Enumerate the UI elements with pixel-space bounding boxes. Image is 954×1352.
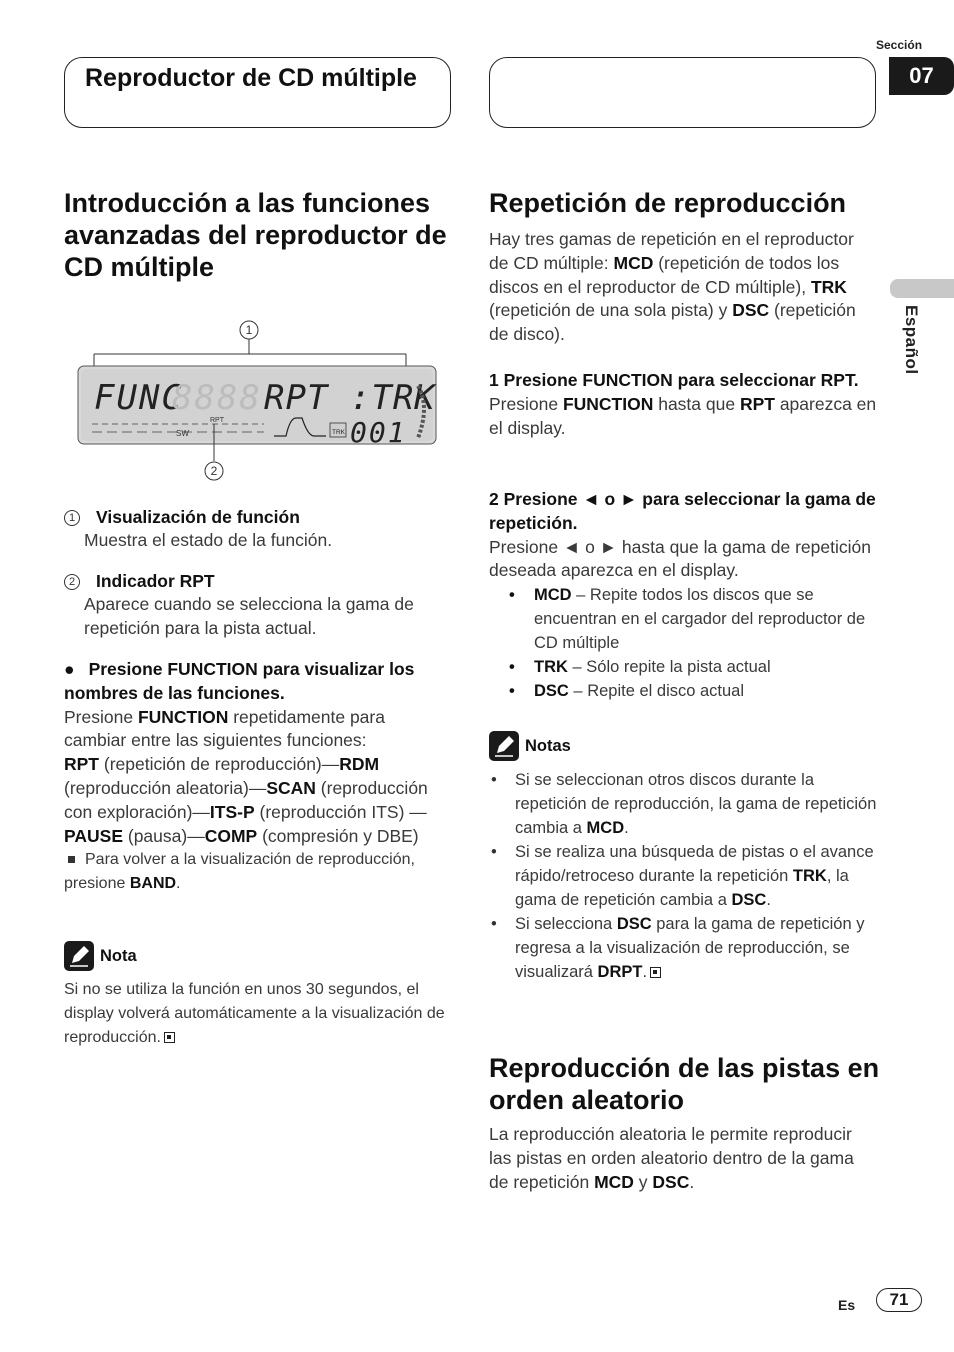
- svg-text:8888: 8888: [172, 378, 262, 418]
- language-label: Español: [902, 305, 921, 375]
- lcd-sw-label: SW: [176, 429, 189, 438]
- section-label: Sección: [876, 38, 923, 52]
- language-tab: [890, 279, 954, 298]
- step-tip: Para volver a la visualización de reproducción, presione BAND.: [64, 851, 415, 893]
- right-heading-random: Reproducción de las pistas en orden aleatorio: [489, 1053, 880, 1115]
- step-body: Presione FUNCTION repetidamente para cambiar entre las siguientes funciones: RPT (repetición de reproducción)—RDM (reproducción aleatoria)—SCAN (reproducción con exploración)—ITS-P (reproducción ITS) —PAUSE (pausa)—COMP (compresión y DBE): [64, 706, 428, 846]
- legend-title: Visualización de función: [96, 507, 300, 527]
- page-number: 71: [876, 1288, 922, 1312]
- repeat-step-1: [489, 369, 877, 440]
- legend-number: 2: [64, 574, 80, 590]
- legend-item-2: [64, 569, 454, 641]
- repeat-intro: Hay tres gamas de repetición en el reproductor de CD múltiple: MCD (repetición de todos los discos en el reproductor de CD múltiple), TRK (repetición de una sola pista) y DSC (repetición de disco).: [489, 229, 856, 345]
- note-item: • Si se seleccionan otros discos durante la repetición de reproducción, la gama de repetición cambia a MCD.: [491, 771, 877, 837]
- display-figure: [64, 316, 454, 486]
- callout-1: 1: [245, 323, 253, 337]
- random-body: La reproducción aleatoria le permite reproducir las pistas en orden aleatorio dentro de la gama de repetición MCD y DSC.: [489, 1124, 854, 1192]
- legend-number: 1: [64, 510, 80, 526]
- repeat-range-list: [489, 583, 877, 703]
- list-item: • DSC – Repite el disco actual: [509, 682, 745, 701]
- header-empty-box: [489, 57, 876, 128]
- callout-2: 2: [210, 464, 218, 478]
- left-heading: Introducción a las funciones avanzadas del reproductor de CD múltiple: [64, 188, 447, 282]
- section-number-badge: 07: [889, 57, 954, 95]
- notes-label: Notas: [525, 736, 571, 755]
- step-1-body: Presione FUNCTION hasta que RPT aparezca en el display.: [489, 393, 877, 438]
- step-1-title: 1 Presione FUNCTION para seleccionar RPT.: [489, 370, 859, 390]
- legend-item-1: [64, 505, 454, 553]
- left-note: [64, 941, 454, 1050]
- note-item: • Si selecciona DSC para la gama de repetición y regresa a la visualización de reproducción, se visualizará DRPT.: [491, 915, 865, 981]
- notes-list: [489, 768, 879, 984]
- pencil-note-icon: [489, 731, 519, 761]
- right-notes: [489, 731, 879, 984]
- footer-lang: Es: [838, 1297, 856, 1313]
- legend-title: Indicador RPT: [96, 571, 215, 591]
- legend-desc: Muestra el estado de la función.: [84, 530, 333, 550]
- display-illustration: [64, 316, 454, 486]
- end-mark-icon: [650, 967, 661, 978]
- note-label: Nota: [100, 946, 137, 965]
- lcd-trk-label: TRK: [332, 429, 345, 436]
- note-item: • Si se realiza una búsqueda de pistas o el avance rápido/retroceso durante la repetición TRK, la gama de repetición cambia a DSC.: [491, 843, 874, 909]
- pencil-note-icon: [64, 941, 94, 971]
- lcd-number: 001: [350, 416, 407, 449]
- end-mark-icon: [164, 1032, 175, 1043]
- chapter-title: Reproductor de CD múltiple: [85, 64, 417, 92]
- lcd-func-text: FUNC: [94, 378, 184, 418]
- tip-square-icon: [68, 856, 75, 863]
- note-text: Si no se utiliza la función en unos 30 segundos, el display volverá automáticamente a la visualización de reproducción.: [64, 981, 445, 1046]
- step-2-body: Presione ◄ o ► hasta que la gama de repetición deseada aparezca en el display.: [489, 536, 871, 581]
- step-bullet: ●: [64, 659, 75, 679]
- step-2-title: 2 Presione ◄ o ► para seleccionar la gama de repetición.: [489, 489, 876, 533]
- left-step: [64, 658, 452, 896]
- legend-desc: Aparece cuando se selecciona la gama de repetición para la pista actual.: [84, 594, 414, 638]
- list-item: • MCD – Repite todos los discos que se encuentran en el cargador del reproductor de CD múltiple: [509, 586, 866, 653]
- chapter-title-box: [64, 57, 451, 128]
- right-heading-repeat: Repetición de reproducción: [489, 188, 847, 218]
- lcd-rpt-indicator: RPT: [210, 417, 224, 424]
- step-title: Presione FUNCTION para visualizar los nombres de las funciones.: [64, 659, 415, 703]
- lcd-rpt-trk-text: RPT :TRK: [264, 378, 436, 418]
- repeat-step-2: [489, 488, 877, 703]
- list-item: • TRK – Sólo repite la pista actual: [509, 658, 771, 677]
